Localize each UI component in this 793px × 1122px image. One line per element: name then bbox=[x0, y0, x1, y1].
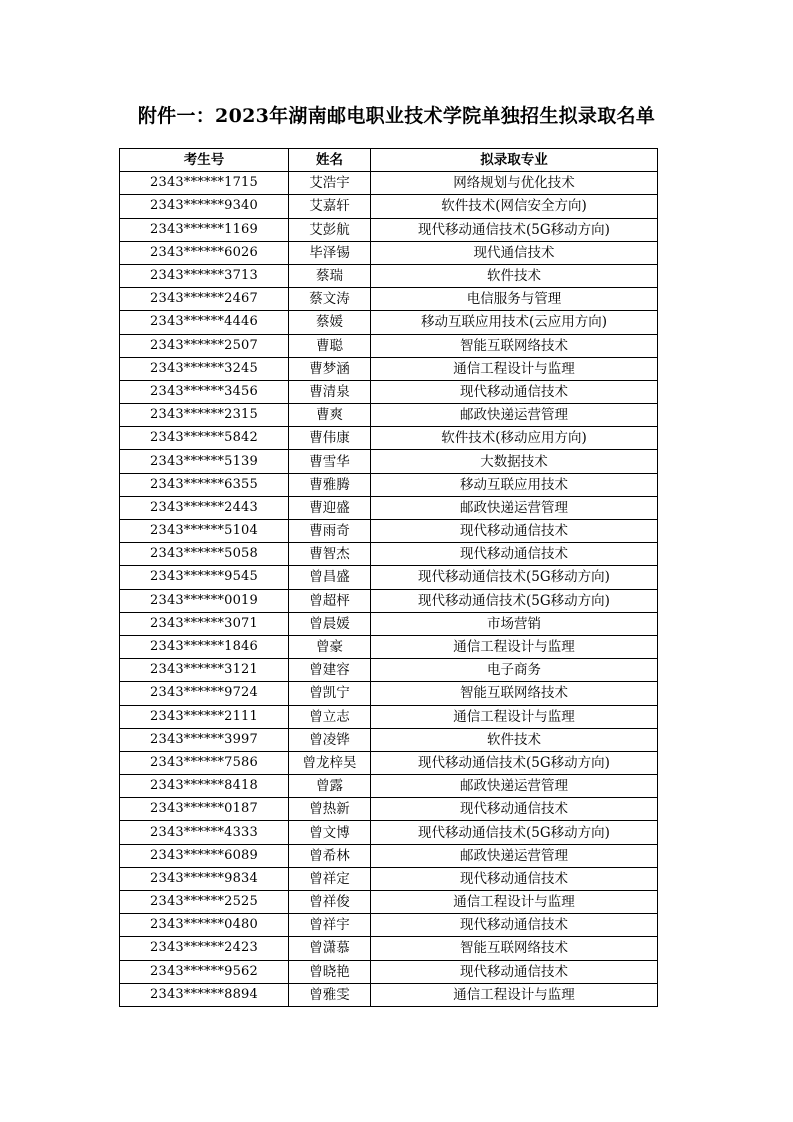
exam-number-cell: 2343******2423 bbox=[120, 937, 289, 960]
column-header-major: 拟录取专业 bbox=[371, 149, 658, 172]
student-name-cell: 蔡瑞 bbox=[289, 264, 371, 287]
major-cell: 大数据技术 bbox=[371, 450, 658, 473]
major-cell: 邮政快递运营管理 bbox=[371, 496, 658, 519]
exam-number-cell: 2343******3245 bbox=[120, 357, 289, 380]
student-name-cell: 曾立志 bbox=[289, 705, 371, 728]
table-row bbox=[120, 380, 658, 403]
major-cell: 网络规划与优化技术 bbox=[371, 172, 658, 195]
major-cell: 邮政快递运营管理 bbox=[371, 404, 658, 427]
exam-number-cell: 2343******4446 bbox=[120, 311, 289, 334]
major-cell: 软件技术 bbox=[371, 728, 658, 751]
table-row bbox=[120, 937, 658, 960]
major-cell: 软件技术(移动应用方向) bbox=[371, 427, 658, 450]
table-row bbox=[120, 821, 658, 844]
major-cell: 现代移动通信技术 bbox=[371, 520, 658, 543]
exam-number-cell: 2343******0480 bbox=[120, 914, 289, 937]
major-cell: 现代移动通信技术(5G移动方向) bbox=[371, 751, 658, 774]
student-name-cell: 曾祥俊 bbox=[289, 891, 371, 914]
table-row bbox=[120, 264, 658, 287]
table-row bbox=[120, 427, 658, 450]
student-name-cell: 曾龙梓昊 bbox=[289, 751, 371, 774]
major-cell: 现代移动通信技术(5G移动方向) bbox=[371, 218, 658, 241]
major-cell: 邮政快递运营管理 bbox=[371, 844, 658, 867]
student-name-cell: 艾彭航 bbox=[289, 218, 371, 241]
major-cell: 现代移动通信技术 bbox=[371, 914, 658, 937]
column-header-exam-number: 考生号 bbox=[120, 149, 289, 172]
exam-number-cell: 2343******3997 bbox=[120, 728, 289, 751]
exam-number-cell: 2343******6026 bbox=[120, 241, 289, 264]
exam-number-cell: 2343******2525 bbox=[120, 891, 289, 914]
major-cell: 现代移动通信技术(5G移动方向) bbox=[371, 566, 658, 589]
major-cell: 通信工程设计与监理 bbox=[371, 635, 658, 658]
major-cell: 智能互联网络技术 bbox=[371, 682, 658, 705]
student-name-cell: 曾希林 bbox=[289, 844, 371, 867]
table-header-row bbox=[120, 149, 658, 172]
table-row bbox=[120, 566, 658, 589]
exam-number-cell: 2343******7586 bbox=[120, 751, 289, 774]
student-name-cell: 曾晓艳 bbox=[289, 960, 371, 983]
exam-number-cell: 2343******1169 bbox=[120, 218, 289, 241]
exam-number-cell: 2343******9545 bbox=[120, 566, 289, 589]
student-name-cell: 曾祥宇 bbox=[289, 914, 371, 937]
exam-number-cell: 2343******4333 bbox=[120, 821, 289, 844]
exam-number-cell: 2343******5058 bbox=[120, 543, 289, 566]
table-row bbox=[120, 404, 658, 427]
exam-number-cell: 2343******2507 bbox=[120, 334, 289, 357]
student-name-cell: 曹聪 bbox=[289, 334, 371, 357]
major-cell: 移动互联应用技术(云应用方向) bbox=[371, 311, 658, 334]
exam-number-cell: 2343******9724 bbox=[120, 682, 289, 705]
table-row bbox=[120, 450, 658, 473]
major-cell: 现代移动通信技术 bbox=[371, 543, 658, 566]
major-cell: 现代移动通信技术 bbox=[371, 798, 658, 821]
table-row bbox=[120, 311, 658, 334]
student-name-cell: 艾嘉轩 bbox=[289, 195, 371, 218]
student-name-cell: 曾豪 bbox=[289, 635, 371, 658]
student-name-cell: 蔡文涛 bbox=[289, 288, 371, 311]
major-cell: 现代移动通信技术 bbox=[371, 960, 658, 983]
student-name-cell: 曹清泉 bbox=[289, 380, 371, 403]
table-row bbox=[120, 473, 658, 496]
exam-number-cell: 2343******0187 bbox=[120, 798, 289, 821]
table-row bbox=[120, 844, 658, 867]
student-name-cell: 艾浩宇 bbox=[289, 172, 371, 195]
major-cell: 邮政快递运营管理 bbox=[371, 775, 658, 798]
student-name-cell: 曾潇慕 bbox=[289, 937, 371, 960]
student-name-cell: 曾昌盛 bbox=[289, 566, 371, 589]
table-row bbox=[120, 983, 658, 1006]
exam-number-cell: 2343******5104 bbox=[120, 520, 289, 543]
table-row bbox=[120, 543, 658, 566]
table-row bbox=[120, 520, 658, 543]
student-name-cell: 曹爽 bbox=[289, 404, 371, 427]
exam-number-cell: 2343******3456 bbox=[120, 380, 289, 403]
student-name-cell: 曹迎盛 bbox=[289, 496, 371, 519]
exam-number-cell: 2343******3713 bbox=[120, 264, 289, 287]
table-row bbox=[120, 334, 658, 357]
major-cell: 市场营销 bbox=[371, 612, 658, 635]
admission-table bbox=[119, 148, 658, 1007]
exam-number-cell: 2343******8418 bbox=[120, 775, 289, 798]
exam-number-cell: 2343******3071 bbox=[120, 612, 289, 635]
table-row bbox=[120, 195, 658, 218]
student-name-cell: 曾超枰 bbox=[289, 589, 371, 612]
table-row bbox=[120, 357, 658, 380]
major-cell: 现代通信技术 bbox=[371, 241, 658, 264]
exam-number-cell: 2343******0019 bbox=[120, 589, 289, 612]
student-name-cell: 曾建容 bbox=[289, 659, 371, 682]
table-row bbox=[120, 751, 658, 774]
exam-number-cell: 2343******3121 bbox=[120, 659, 289, 682]
major-cell: 通信工程设计与监理 bbox=[371, 357, 658, 380]
table-row bbox=[120, 798, 658, 821]
student-name-cell: 曹雨奇 bbox=[289, 520, 371, 543]
column-header-name: 姓名 bbox=[289, 149, 371, 172]
student-name-cell: 曹智杰 bbox=[289, 543, 371, 566]
table-row bbox=[120, 867, 658, 890]
major-cell: 通信工程设计与监理 bbox=[371, 891, 658, 914]
student-name-cell: 曹雪华 bbox=[289, 450, 371, 473]
student-name-cell: 曾文博 bbox=[289, 821, 371, 844]
exam-number-cell: 2343******2443 bbox=[120, 496, 289, 519]
exam-number-cell: 2343******1846 bbox=[120, 635, 289, 658]
student-name-cell: 毕泽锡 bbox=[289, 241, 371, 264]
table-row bbox=[120, 589, 658, 612]
major-cell: 软件技术(网信安全方向) bbox=[371, 195, 658, 218]
student-name-cell: 曾热新 bbox=[289, 798, 371, 821]
exam-number-cell: 2343******6089 bbox=[120, 844, 289, 867]
table-row bbox=[120, 891, 658, 914]
major-cell: 通信工程设计与监理 bbox=[371, 705, 658, 728]
student-name-cell: 曾晨媛 bbox=[289, 612, 371, 635]
student-name-cell: 曾凌铧 bbox=[289, 728, 371, 751]
major-cell: 现代移动通信技术(5G移动方向) bbox=[371, 589, 658, 612]
major-cell: 智能互联网络技术 bbox=[371, 937, 658, 960]
table-row bbox=[120, 728, 658, 751]
major-cell: 电子商务 bbox=[371, 659, 658, 682]
major-cell: 移动互联应用技术 bbox=[371, 473, 658, 496]
major-cell: 现代移动通信技术(5G移动方向) bbox=[371, 821, 658, 844]
exam-number-cell: 2343******5842 bbox=[120, 427, 289, 450]
page-title: 附件一：2023年湖南邮电职业技术学院单独招生拟录取名单 bbox=[137, 105, 656, 127]
table-row bbox=[120, 960, 658, 983]
table-row bbox=[120, 241, 658, 264]
student-name-cell: 曾祥定 bbox=[289, 867, 371, 890]
table-row bbox=[120, 172, 658, 195]
exam-number-cell: 2343******2467 bbox=[120, 288, 289, 311]
table-row bbox=[120, 288, 658, 311]
exam-number-cell: 2343******6355 bbox=[120, 473, 289, 496]
major-cell: 电信服务与管理 bbox=[371, 288, 658, 311]
table-row bbox=[120, 635, 658, 658]
table-row bbox=[120, 218, 658, 241]
table-row bbox=[120, 612, 658, 635]
exam-number-cell: 2343******2315 bbox=[120, 404, 289, 427]
student-name-cell: 曹梦涵 bbox=[289, 357, 371, 380]
major-cell: 现代移动通信技术 bbox=[371, 380, 658, 403]
table-row bbox=[120, 682, 658, 705]
student-name-cell: 曹雅腾 bbox=[289, 473, 371, 496]
student-name-cell: 曹伟康 bbox=[289, 427, 371, 450]
major-cell: 现代移动通信技术 bbox=[371, 867, 658, 890]
exam-number-cell: 2343******1715 bbox=[120, 172, 289, 195]
exam-number-cell: 2343******9834 bbox=[120, 867, 289, 890]
student-name-cell: 蔡媛 bbox=[289, 311, 371, 334]
exam-number-cell: 2343******2111 bbox=[120, 705, 289, 728]
exam-number-cell: 2343******5139 bbox=[120, 450, 289, 473]
exam-number-cell: 2343******8894 bbox=[120, 983, 289, 1006]
table-row bbox=[120, 496, 658, 519]
table-row bbox=[120, 659, 658, 682]
exam-number-cell: 2343******9340 bbox=[120, 195, 289, 218]
table-body bbox=[120, 172, 658, 1007]
exam-number-cell: 2343******9562 bbox=[120, 960, 289, 983]
student-name-cell: 曾雅雯 bbox=[289, 983, 371, 1006]
major-cell: 软件技术 bbox=[371, 264, 658, 287]
student-name-cell: 曾凯宁 bbox=[289, 682, 371, 705]
table-row bbox=[120, 775, 658, 798]
student-name-cell: 曾露 bbox=[289, 775, 371, 798]
table-row bbox=[120, 914, 658, 937]
table-row bbox=[120, 705, 658, 728]
major-cell: 智能互联网络技术 bbox=[371, 334, 658, 357]
major-cell: 通信工程设计与监理 bbox=[371, 983, 658, 1006]
